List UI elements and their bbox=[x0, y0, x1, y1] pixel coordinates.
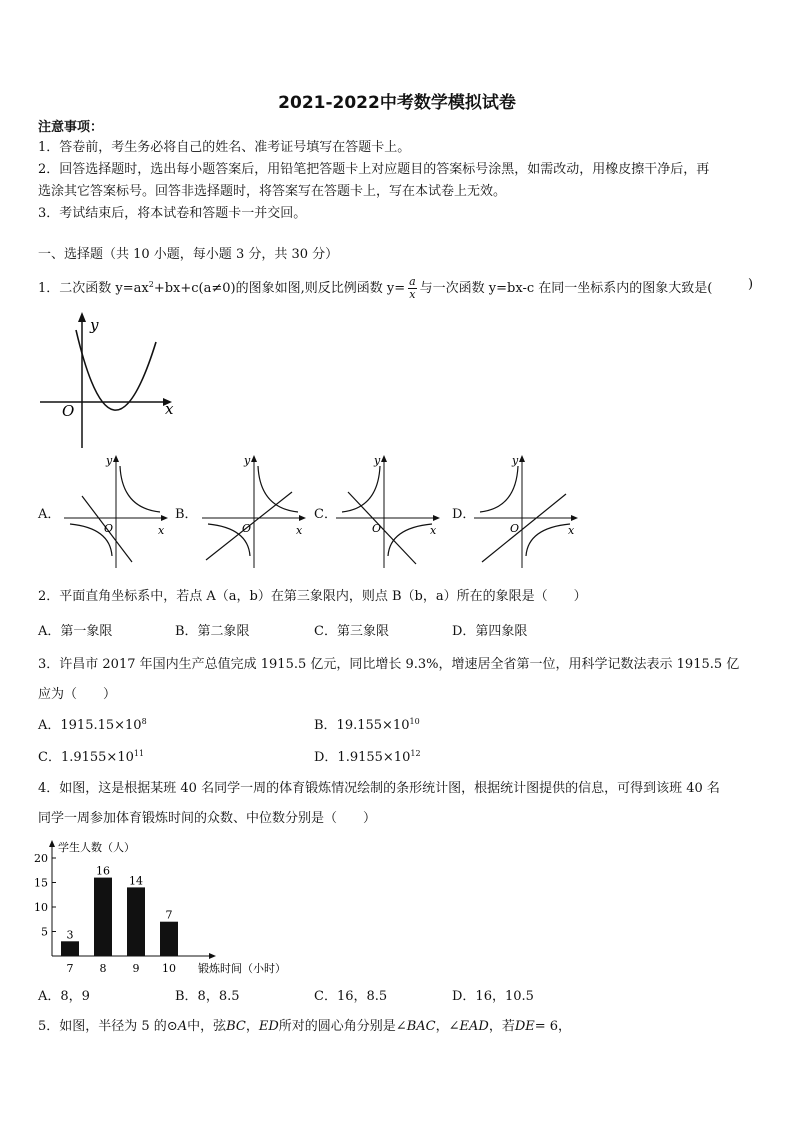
bar-value-label: 14 bbox=[129, 874, 143, 888]
q1-option-b[interactable]: B． bbox=[175, 507, 198, 522]
q1-option-d[interactable]: D． bbox=[452, 507, 476, 522]
x-axis-label: 锻炼时间（小时） bbox=[198, 962, 286, 975]
q1-fraction: $\frac{a}{x}$ bbox=[409, 275, 416, 301]
q4-option-b[interactable]: B．8，8.5 bbox=[175, 989, 240, 1004]
page-title: 2021-2022中考数学模拟试卷 bbox=[278, 93, 516, 113]
x-tick-label: 10 bbox=[162, 962, 176, 975]
q1-option-d-graph bbox=[472, 452, 582, 570]
q3-option-c[interactable]: C．$1.9155\times 10^{11}$ bbox=[38, 749, 145, 765]
notice-heading: 注意事项： bbox=[38, 120, 104, 135]
bar-value-label: 3 bbox=[66, 928, 74, 942]
bar-value-label: 16 bbox=[96, 864, 110, 878]
bar-value-label: 7 bbox=[165, 908, 173, 922]
q3-line-1: 3．许昌市 2017 年国内生产总值完成 1915.5 亿元，同比增长 9.3%，增速居全省第一位，用科学记数法表示 1915.5 亿 bbox=[38, 657, 740, 672]
bar bbox=[61, 941, 79, 956]
svg-text:x: x bbox=[158, 524, 165, 537]
svg-text:O: O bbox=[242, 522, 252, 535]
q2-option-c[interactable]: C．第三象限 bbox=[314, 624, 389, 639]
q1-option-c[interactable]: C． bbox=[314, 507, 337, 522]
q2-text: 2．平面直角坐标系中，若点 A（a，b）在第三象限内，则点 B（b，a）所在的象限是（ ） bbox=[38, 589, 587, 604]
notice-item-1: 1．答卷前，考生务必将自己的姓名、准考证号填写在答题卡上。 bbox=[38, 140, 411, 155]
y-tick-label: 5 bbox=[41, 925, 48, 939]
bar bbox=[94, 878, 112, 956]
q1-origin-label: O bbox=[62, 402, 75, 420]
x-tick-label: 8 bbox=[99, 962, 107, 975]
q4-bar-chart bbox=[30, 836, 320, 978]
q3-option-b[interactable]: B．$19.155\times 10^{10}$ bbox=[314, 717, 420, 733]
svg-text:x: x bbox=[568, 524, 575, 537]
q4-option-d[interactable]: D．16，10.5 bbox=[452, 989, 534, 1004]
svg-text:y: y bbox=[512, 454, 519, 467]
q3-line-2: 应为（ ） bbox=[38, 687, 117, 702]
q4-line-2: 同学一周参加体育锻炼时间的众数、中位数分别是（ ） bbox=[38, 811, 377, 826]
notice-item-3: 3．考试结束后，将本试卷和答题卡一并交回。 bbox=[38, 206, 307, 221]
q2-option-b[interactable]: B．第二象限 bbox=[175, 624, 250, 639]
svg-text:x: x bbox=[296, 524, 303, 537]
svg-text:O: O bbox=[372, 522, 382, 535]
svg-text:O: O bbox=[510, 522, 520, 535]
q1-parabola-graph bbox=[40, 308, 185, 448]
q1-text: 1．二次函数 $y=ax^2+bx+c(a\ne 0)$的图象如图,则反比例函数 y= $\frac{a}{x}$ 与一次函数 y=bx-c 在同一坐标系内的图象大致是( bbox=[38, 275, 713, 301]
q2-option-d[interactable]: D．第四象限 bbox=[452, 624, 528, 639]
svg-text:y: y bbox=[374, 454, 381, 467]
svg-text:O: O bbox=[104, 522, 114, 535]
svg-text:x: x bbox=[430, 524, 437, 537]
q1-x-label: x bbox=[165, 400, 174, 418]
q1-y-label: y bbox=[90, 316, 99, 334]
q5-text: 5．如图，半径为 5 的⊙A中，弦BC，ED所对的圆心角分别是∠BAC，∠EAD，若DE= 6， bbox=[38, 1019, 572, 1034]
y-axis-arrow bbox=[49, 840, 55, 847]
section-heading: 一、选择题（共 10 小题，每小题 3 分，共 30 分） bbox=[38, 247, 339, 262]
q1-option-a-graph bbox=[62, 452, 172, 570]
bar bbox=[160, 922, 178, 956]
y-tick-label: 20 bbox=[34, 852, 48, 865]
q1-option-c-graph bbox=[334, 452, 444, 570]
y-tick-label: 10 bbox=[34, 901, 48, 914]
q1-paren-close: ) bbox=[748, 277, 754, 292]
svg-text:y: y bbox=[244, 454, 251, 467]
x-axis-arrow bbox=[209, 953, 216, 959]
bar bbox=[127, 887, 145, 956]
q1-option-b-graph bbox=[200, 452, 310, 570]
q4-option-c[interactable]: C．16，8.5 bbox=[314, 989, 388, 1004]
q4-option-a[interactable]: A．8，9 bbox=[38, 989, 90, 1004]
notice-item-2: 2．回答选择题时，选出每小题答案后，用铅笔把答题卡上对应题目的答案标号涂黑，如需改动，用橡皮擦干净后，再 bbox=[38, 162, 710, 177]
y-tick-label: 15 bbox=[34, 876, 48, 890]
q3-option-d[interactable]: D．$1.9155\times 10^{12}$ bbox=[314, 749, 421, 765]
y-axis-label: 学生人数（人） bbox=[58, 841, 135, 854]
q4-line-1: 4．如图，这是根据某班 40 名同学一周的体育锻炼情况绘制的条形统计图，根据统计图提供的信息，可得到该班 40 名 bbox=[38, 781, 720, 796]
q3-option-a[interactable]: A．$1915.15\times 10^8$ bbox=[38, 717, 147, 733]
q1-option-a[interactable]: A． bbox=[38, 507, 61, 522]
x-tick-label: 9 bbox=[132, 962, 140, 975]
x-tick-label: 7 bbox=[66, 962, 74, 975]
svg-text:y: y bbox=[106, 454, 113, 467]
q2-option-a[interactable]: A．第一象限 bbox=[38, 624, 113, 639]
notice-item-2-cont: 选涂其它答案标号。回答非选择题时，将答案写在答题卡上，写在本试卷上无效。 bbox=[38, 184, 507, 199]
